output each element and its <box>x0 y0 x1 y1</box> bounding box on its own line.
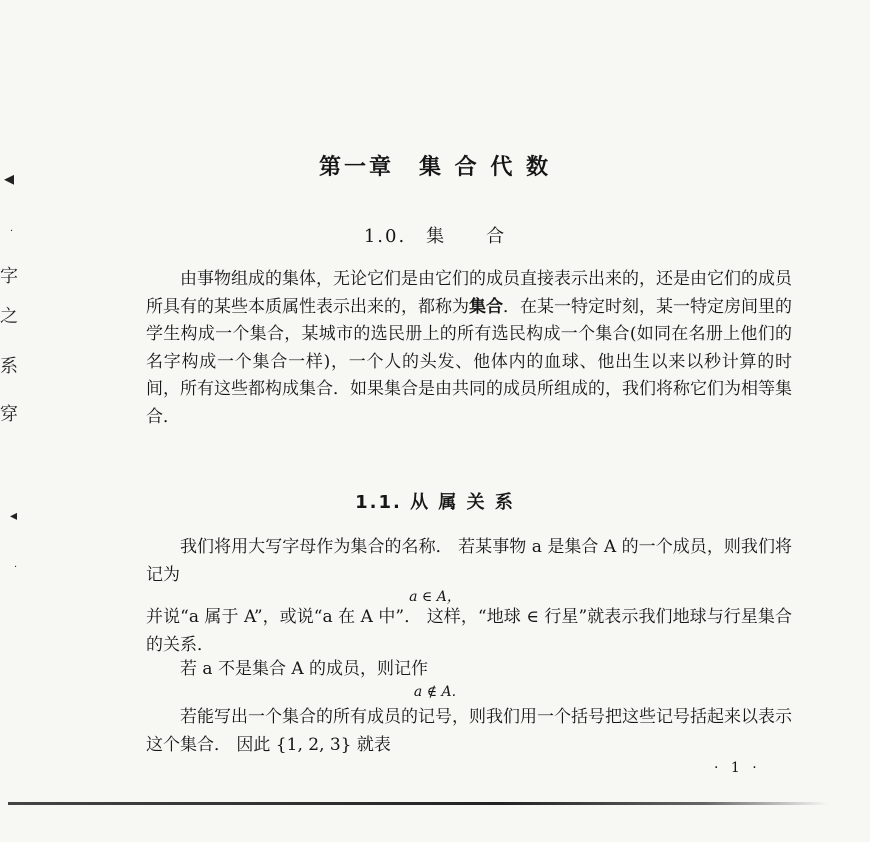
paragraph-non-membership: 若 a 不是集合 A 的成员，则记作 <box>180 659 429 679</box>
paragraph-membership-explanation: 并说“a 属于 A”，或说“a 在 A 中”． 这样，“地球 ∈ 行星”就表示我们地球与行星集合的关系． <box>146 607 792 655</box>
section-title-1-1: 1.1. 从 属 关 系 <box>355 492 515 513</box>
margin-mark: 之 <box>0 306 18 327</box>
section-title-1-0: 1.0. 集 合 <box>363 226 507 247</box>
margin-mark: 字 <box>0 266 18 287</box>
margin-mark: ◂ <box>10 508 18 524</box>
page-bottom-rule <box>8 802 828 805</box>
paragraph-set-notation: 若能写出一个集合的所有成员的记号，则我们用一个括号把这些记号括起来以表示这个集合． 因此 {1, 2, 3} 就表 <box>146 707 792 755</box>
paragraph-sets-definition: 由事物组成的集体，无论它们是由它们的成员直接表示出来的，还是由它们的成员所具有的某些本质属性表示出来的，都称为集合．在某一特定时刻，某一特定房间里的学生构成一个集合，某城市的选民册上的所有选民构成一个集合(如同在名册上他们的名字构成一个集合一样)，一个人的头发、他体内的血球、他出生以来以秒计算的时间，所有这些都构成集合．如果集合是由共同的成员所组成的，我们将称它们为相等集合． <box>146 269 792 427</box>
margin-mark: 穿 <box>0 404 18 425</box>
chapter-title: 第一章 集 合 代 数 <box>319 155 551 180</box>
formula-non-membership: a ∉ A. <box>413 684 457 700</box>
paragraph-membership-intro: 我们将用大写字母作为集合的名称． 若某事物 a 是集合 A 的一个成员，则我们将记为 <box>146 537 792 585</box>
margin-mark: · <box>14 562 18 573</box>
formula-membership: a ∈ A， <box>409 589 461 605</box>
margin-mark: · <box>10 226 14 237</box>
margin-mark: ◂ <box>4 166 15 190</box>
page-number: · 1 · <box>714 760 761 776</box>
margin-mark: 系 <box>0 356 18 377</box>
